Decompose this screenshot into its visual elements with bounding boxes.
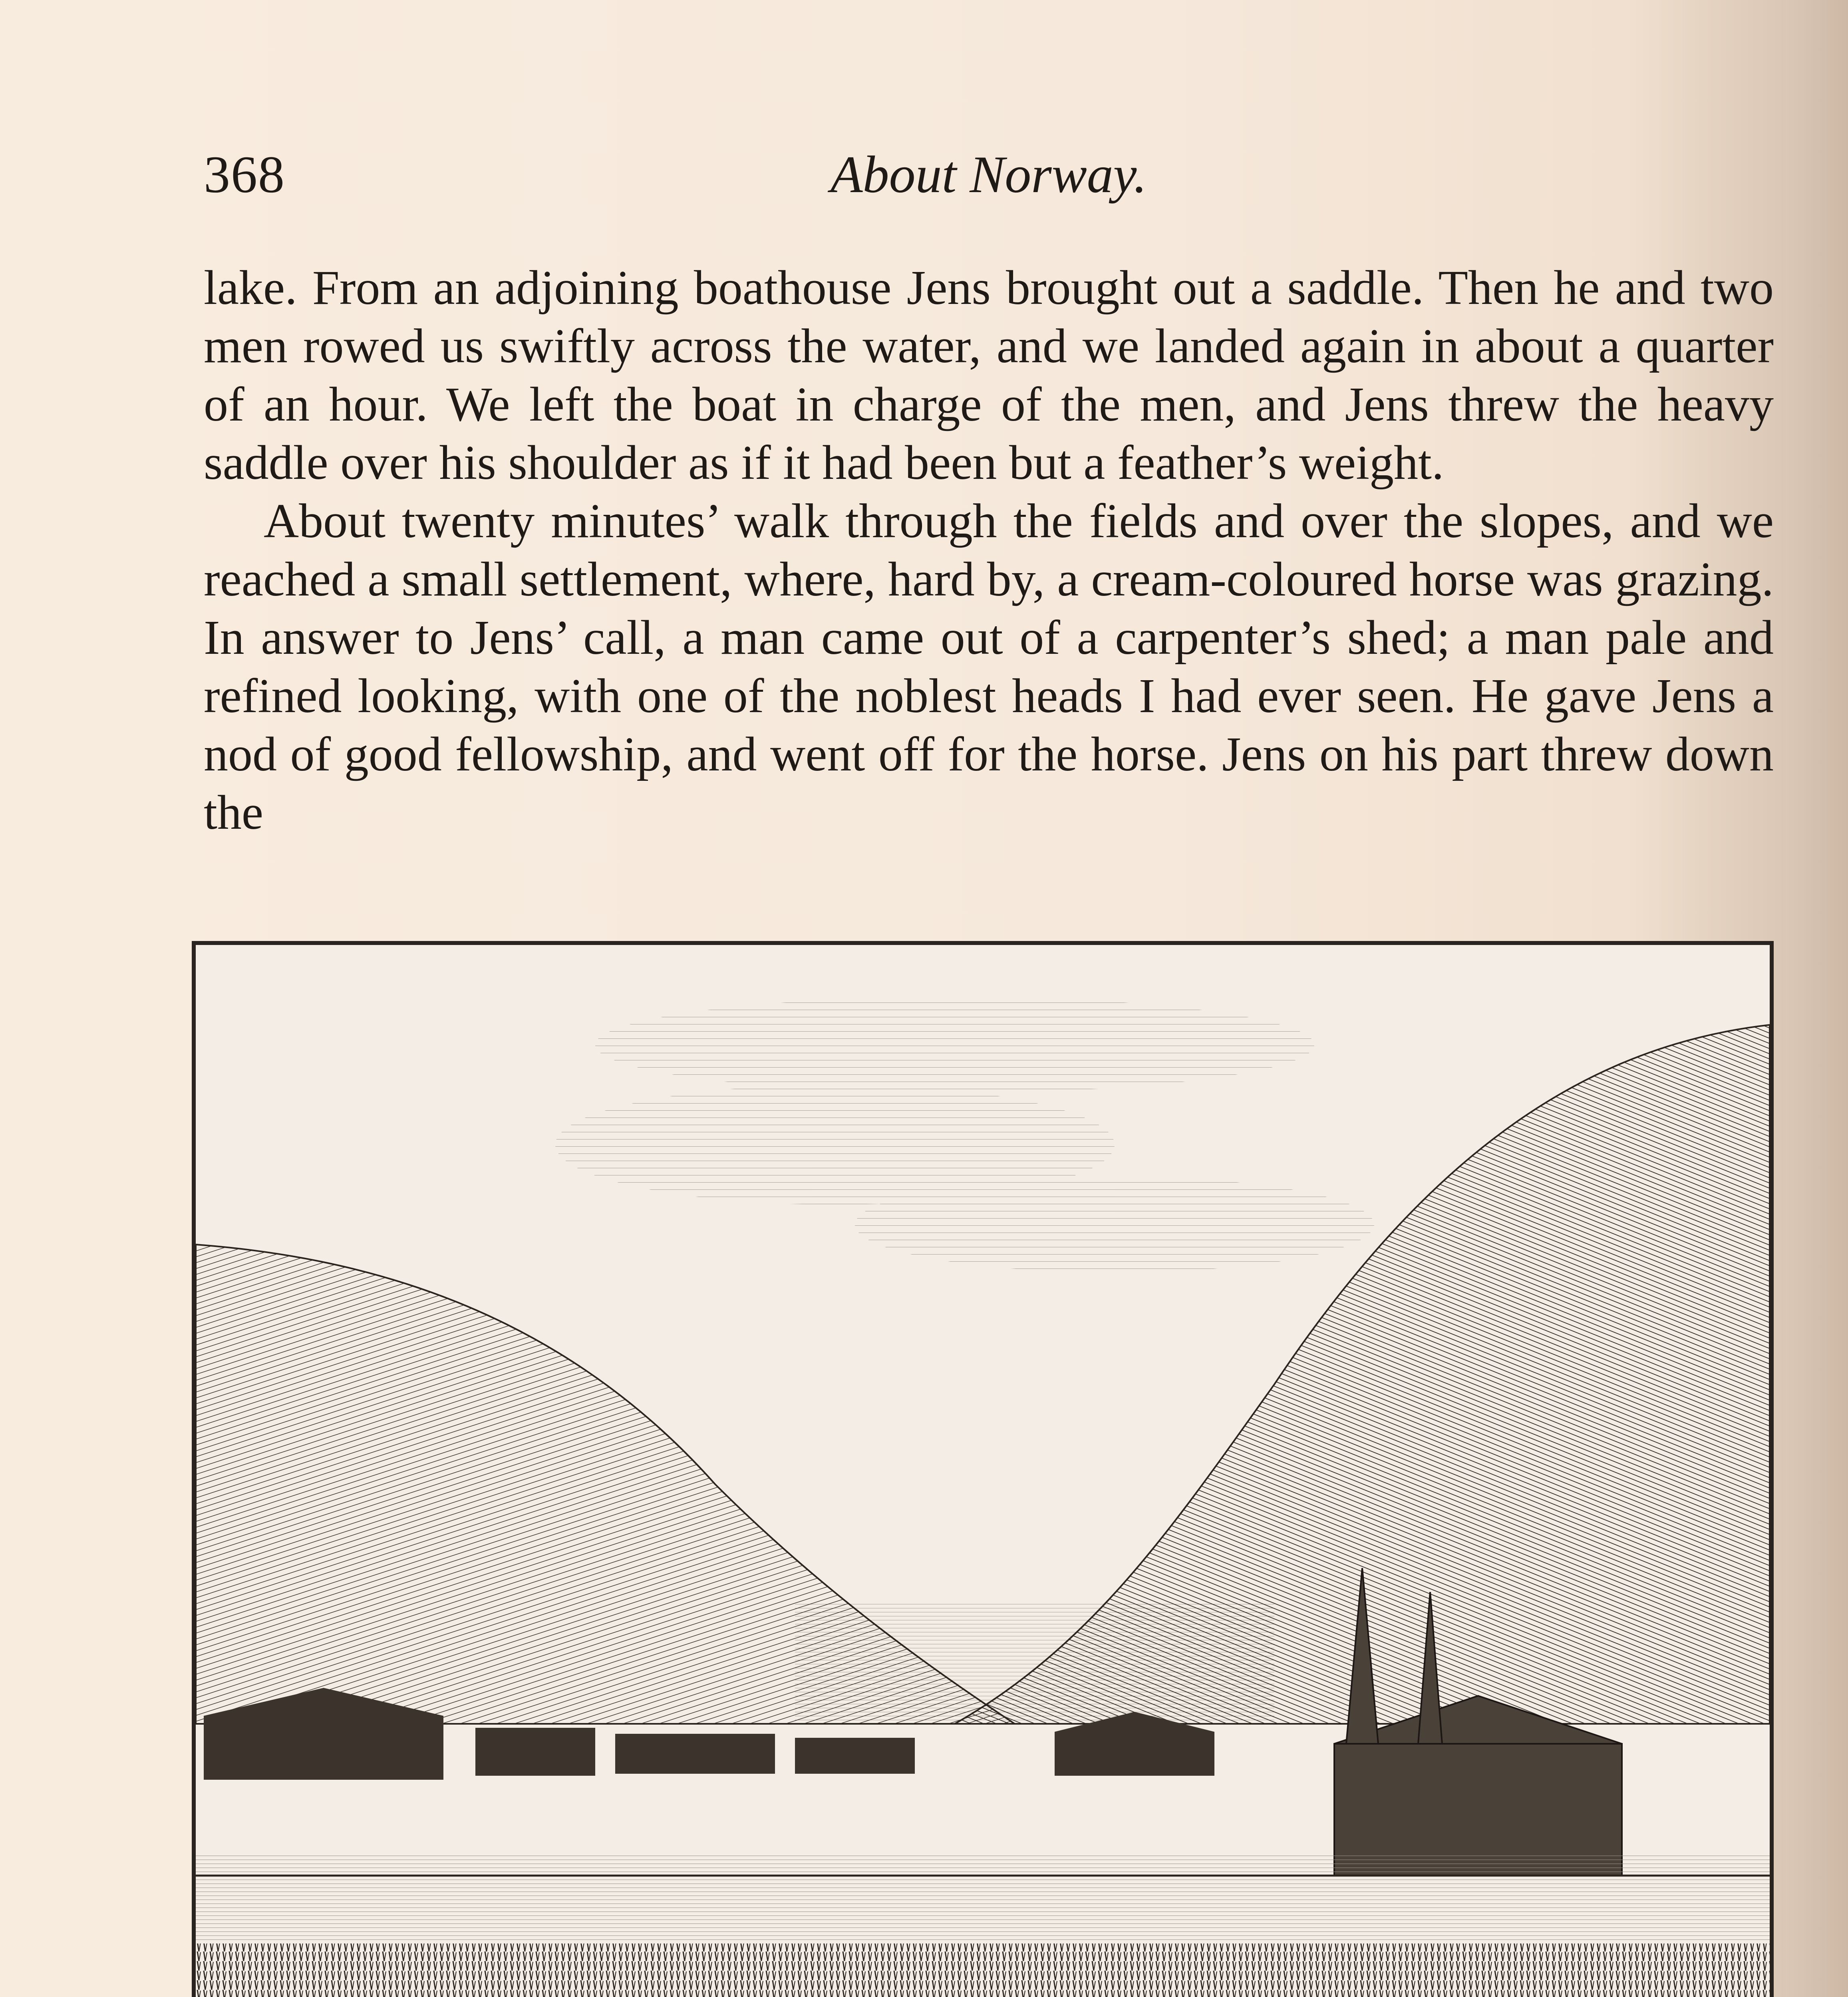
page-number: 368: [204, 145, 285, 204]
paragraph: About twenty minutes’ walk through the fields and over the slopes, and we reached a small settlement, where, hard by, a cream-coloured horse was grazing. In answer to Jens’ call, a man came out of a carpenter’s shed; a man pale and refined looking, with one of the noblest heads I had ever seen. He gave Jens a nod of good fellowship, and went off for the horse. Jens on his part threw down the: [204, 494, 1774, 840]
valley-landscape-engraving: [196, 945, 1770, 1997]
meadow: [196, 1856, 1770, 1943]
running-title: About Norway.: [830, 145, 1147, 204]
paragraph: lake. From an adjoining boathouse Jens brought out a saddle. Then he and two men rowed us swiftly across the water, and we landed again in about a quarter of an hour. We left the boat in charge of the men, and Jens threw the heavy saddle over his shoulder as if it had been but a feather’s weight.: [204, 261, 1774, 490]
engraving-illustration: [192, 941, 1774, 1997]
running-head: [204, 144, 1774, 208]
foreground-grass: [196, 1943, 1770, 1997]
body-text-top: [204, 259, 1774, 842]
